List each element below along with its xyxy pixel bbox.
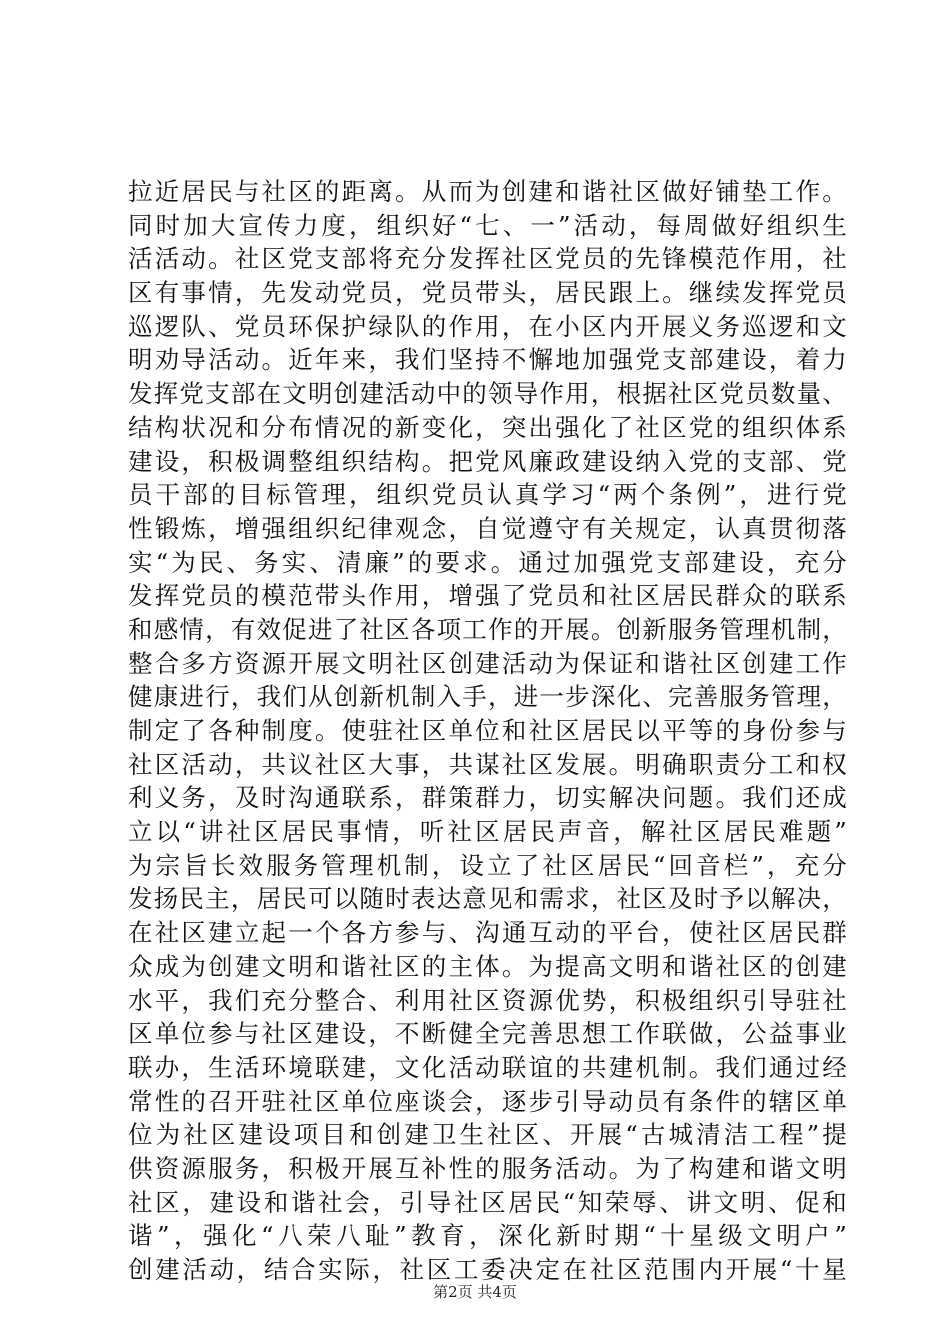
text-line: 整合多方资源开展文明社区创建活动为保证和谐社区创建工作 (128, 648, 848, 678)
page-footer: 第2页 共4页 (433, 1283, 517, 1301)
text-line: 众成为创建文明和谐社区的主体。为提高文明和谐社区的创建 (128, 951, 848, 981)
text-line: 同时加大宣传力度，组织好“七、一”活动，每周做好组织生 (128, 210, 848, 240)
text-line: 社区，建设和谐社会，引导社区居民“知荣辱、讲文明、促和 (128, 1187, 848, 1217)
text-line: 在社区建立起一个各方参与、沟通互动的平台，使社区居民群 (128, 918, 848, 948)
text-line: 发挥党支部在文明创建活动中的领导作用，根据社区党员数量、 (128, 379, 848, 409)
text-line: 拉近居民与社区的距离。从而为创建和谐社区做好铺垫工作。 (128, 177, 848, 206)
text-line: 员干部的目标管理，组织党员认真学习“两个条例”，进行党 (128, 480, 848, 510)
text-line: 结构状况和分布情况的新变化，突出强化了社区党的组织体系 (128, 412, 848, 442)
text-line: 水平，我们充分整合、利用社区资源优势，积极组织引导驻社 (128, 985, 848, 1015)
text-line: 发挥党员的模范带头作用，增强了党员和社区居民群众的联系 (128, 581, 848, 611)
text-line: 为宗旨长效服务管理机制，设立了社区居民“回音栏”，充分 (128, 850, 848, 880)
text-line: 区单位参与社区建设，不断健全完善思想工作联做，公益事业 (128, 1019, 848, 1049)
body-text (128, 175, 848, 1287)
text-line: 建设，积极调整组织结构。把党风廉政建设纳入党的支部、党 (128, 446, 848, 476)
text-line: 制定了各种制度。使驻社区单位和社区居民以平等的身份参与 (128, 716, 848, 745)
text-line: 和感情，有效促进了社区各项工作的开展。创新服务管理机制， (128, 614, 848, 644)
text-line: 实“为民、务实、清廉”的要求。通过加强党支部建设，充分 (128, 547, 848, 577)
text-line: 社区活动，共议社区大事，共谋社区发展。明确职责分工和权 (128, 749, 848, 779)
text-line: 位为社区建设项目和创建卫生社区、开展“古城清洁工程”提 (128, 1120, 848, 1150)
text-line: 巡逻队、党员环保护绿队的作用，在小区内开展义务巡逻和文 (128, 311, 848, 341)
text-line: 活活动。社区党支部将充分发挥社区党员的先锋模范作用，社 (128, 244, 848, 274)
text-line: 明劝导活动。近年来，我们坚持不懈地加强党支部建设，着力 (128, 345, 848, 375)
text-line: 发扬民主，居民可以随时表达意见和需求，社区及时予以解决， (128, 884, 848, 914)
text-line: 联办，生活环境联建，文化活动联谊的共建机制。我们通过经 (128, 1052, 848, 1082)
text-line: 利义务，及时沟通联系，群策群力，切实解决问题。我们还成 (128, 783, 848, 813)
text-line: 立以“讲社区居民事情，听社区居民声音，解社区居民难题” (128, 817, 848, 847)
text-line: 常性的召开驻社区单位座谈会，逐步引导动员有条件的辖区单 (128, 1086, 848, 1116)
text-line: 性锻炼，增强组织纪律观念，自觉遵守有关规定，认真贯彻落 (128, 513, 848, 543)
text-line: 健康进行，我们从创新机制入手，进一步深化、完善服务管理， (128, 682, 848, 712)
text-line: 谐”，强化“八荣八耻”教育，深化新时期“十星级文明户” (128, 1221, 848, 1251)
text-line: 供资源服务，积极开展互补性的服务活动。为了构建和谐文明 (128, 1153, 848, 1183)
text-line: 区有事情，先发动党员，党员带头，居民跟上。继续发挥党员 (128, 278, 848, 308)
text-line: 创建活动，结合实际，社区工委决定在社区范围内开展“十星 (128, 1255, 848, 1284)
